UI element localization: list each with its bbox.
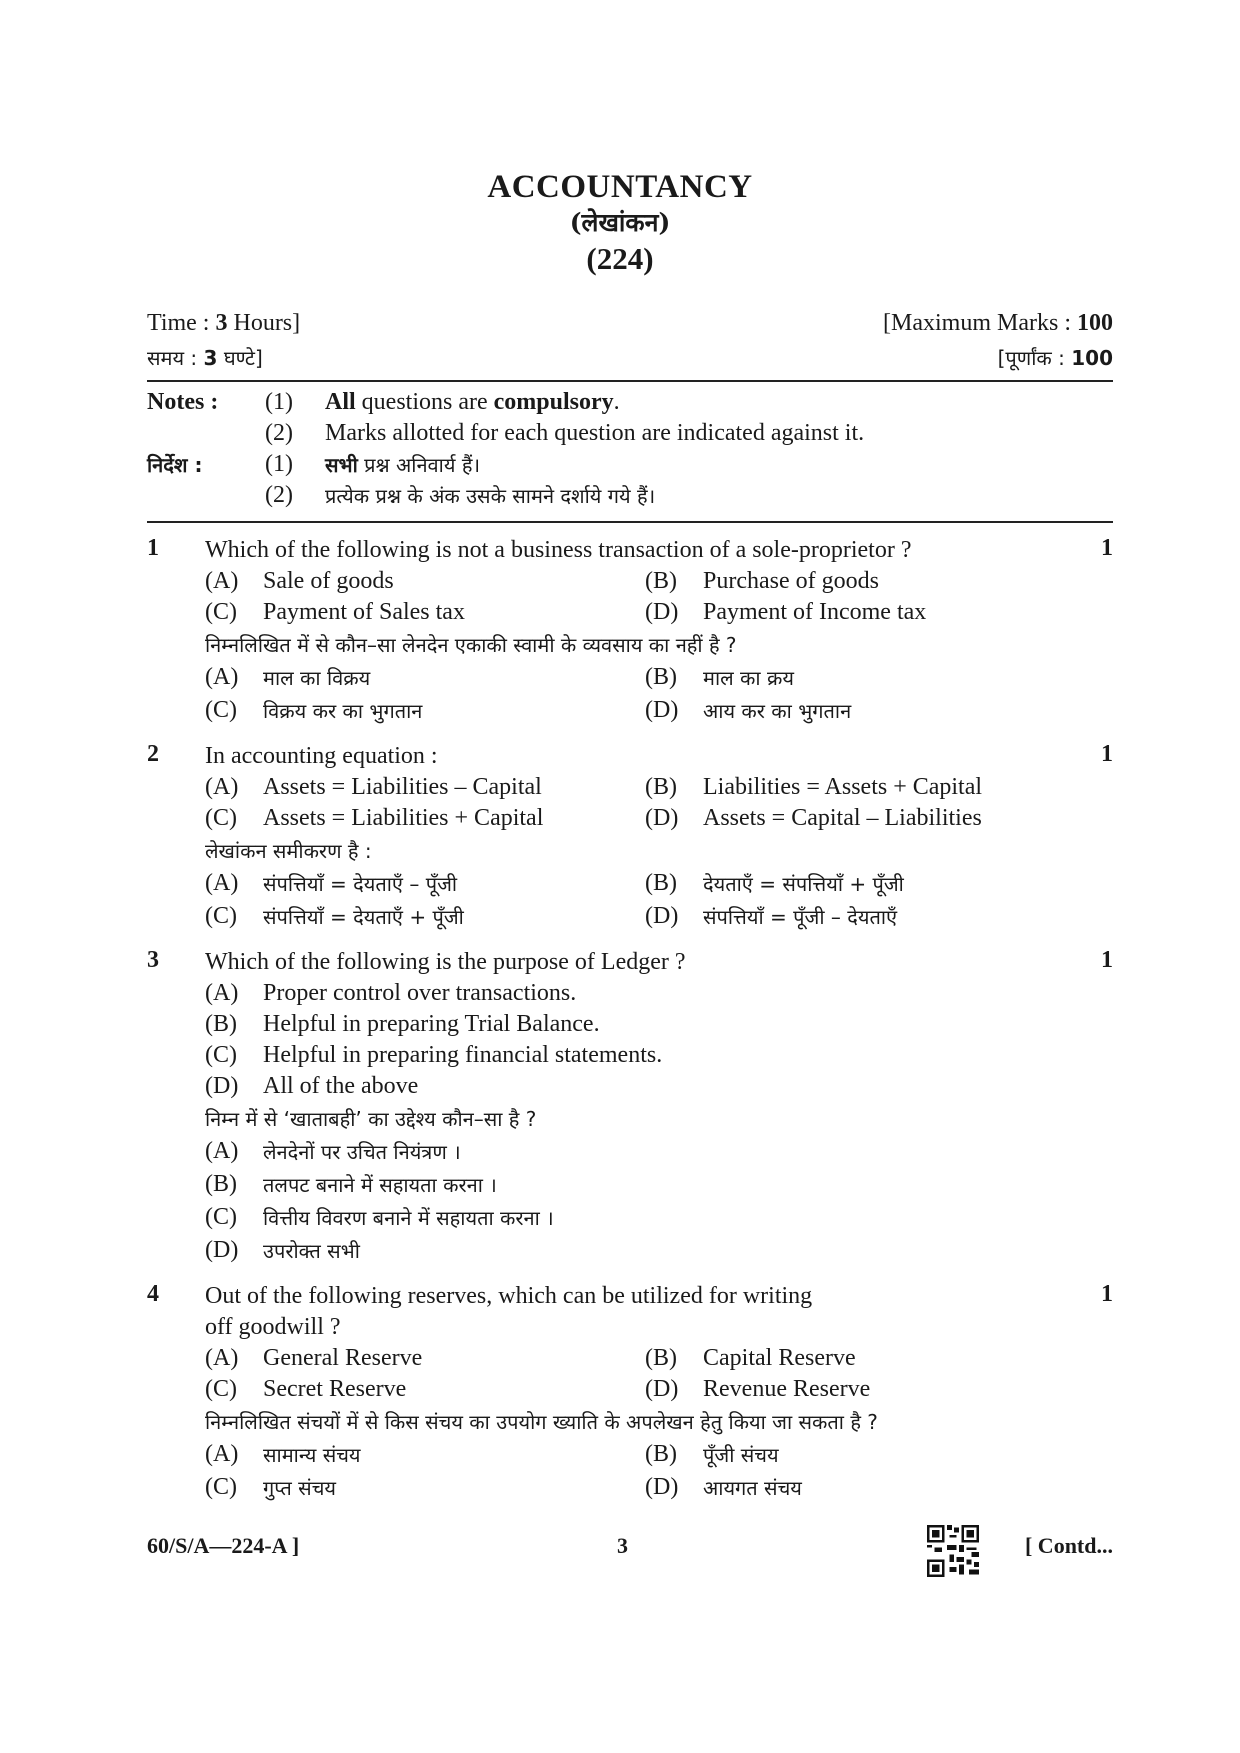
option-b: (B) Purchase of goods	[645, 568, 879, 594]
option-d: (D) Revenue Reserve	[645, 1376, 871, 1402]
note-en-2: (2) Marks allotted for each question are indicated against it.	[265, 420, 865, 446]
divider-notes	[147, 521, 1113, 523]
continued-label: [ Contd...	[1024, 1533, 1113, 1558]
question-text-hindi: निम्नलिखित में से कौन–सा लेनदेन एकाकी स्वामी के व्यवसाय का नहीं है ?	[205, 633, 737, 657]
option-b-hindi: (B) माल का क्रय	[645, 664, 794, 690]
paper-header	[0, 168, 1240, 278]
option-d-hindi: (D) आयगत संचय	[645, 1474, 802, 1500]
page-footer	[147, 1525, 1113, 1565]
note-hi-2: (2) प्रत्येक प्रश्न के अंक उसके सामने दर्शाये गये हैं।	[265, 482, 656, 508]
question-text: Which of the following is not a business transaction of a sole-proprietor ?	[205, 537, 912, 563]
option-a: (A) Sale of goods	[205, 568, 394, 594]
question-marks: 1	[1101, 947, 1113, 973]
question-1	[147, 535, 1113, 727]
question-marks: 1	[1101, 535, 1113, 561]
option-a-hindi: (A) माल का विक्रय	[205, 664, 371, 690]
options-hindi	[205, 1135, 1083, 1267]
option-d: (D) Payment of Income tax	[645, 599, 927, 625]
question-number: 2	[147, 741, 159, 767]
note-en-1: Notes : (1) All questions are compulsory.	[147, 389, 620, 415]
question-4	[147, 1281, 1113, 1504]
option-d-hindi: (D) आय कर का भुगतान	[645, 697, 852, 723]
question-text: In accounting equation :	[205, 743, 438, 769]
max-marks-hindi: [पूर्णांक : 100	[997, 345, 1113, 370]
max-marks-english: [Maximum Marks : 100	[883, 309, 1113, 336]
option-c-hindi: (C) वित्तीय विवरण बनाने में सहायता करना ।	[205, 1204, 554, 1230]
options-hindi	[205, 1438, 1083, 1504]
question-3	[147, 947, 1113, 1267]
time-english: Time : 3 Hours]	[147, 309, 301, 336]
options-english	[205, 566, 1083, 628]
option-c-hindi: (C) गुप्त संचय	[205, 1474, 336, 1500]
qr-code-icon	[927, 1525, 979, 1577]
meta-row-hindi	[147, 340, 1113, 374]
notes-label: Notes :	[147, 389, 219, 415]
question-text: Which of the following is the purpose of Ledger ?	[205, 949, 686, 975]
question-2	[147, 741, 1113, 933]
question-text-cont: off goodwill ?	[205, 1314, 341, 1340]
notes-label-hindi: निर्देश :	[147, 453, 203, 477]
meta-row-english	[147, 306, 1113, 340]
paper-subtitle-hindi: (लेखांकन)	[569, 208, 671, 237]
notes-section	[147, 387, 1113, 511]
options-hindi	[205, 867, 1083, 933]
option-c-hindi: (C) संपत्तियाँ = देयताएँ + पूँजी	[205, 903, 464, 929]
options-english	[205, 772, 1083, 834]
option-d: (D) All of the above	[205, 1073, 419, 1099]
paper-footer-code: 60/S/A—224-A ]	[147, 1533, 300, 1558]
option-c-hindi: (C) विक्रय कर का भुगतान	[205, 697, 423, 723]
question-text: Out of the following reserves, which can be utilized for writing	[205, 1283, 813, 1309]
option-b-hindi: (B) देयताएँ = संपत्तियाँ + पूँजी	[645, 870, 904, 896]
option-d: (D) Assets = Capital – Liabilities	[645, 805, 982, 831]
question-text-hindi: लेखांकन समीकरण है :	[205, 839, 372, 863]
paper-code: (224)	[586, 241, 654, 276]
option-b: (B) Liabilities = Assets + Capital	[645, 774, 983, 800]
option-a-hindi: (A) संपत्तियाँ = देयताएँ – पूँजी	[205, 870, 458, 896]
question-number: 3	[147, 947, 159, 973]
note-hi-1: निर्देश : (1) सभी प्रश्न अनिवार्य हैं।	[147, 451, 481, 477]
option-c: (C) Helpful in preparing financial statements.	[205, 1042, 663, 1068]
question-text-hindi: निम्नलिखित संचयों में से किस संचय का उपयोग ख्याति के अपलेखन हेतु किया जा सकता है ?	[205, 1410, 878, 1434]
question-marks: 1	[1101, 741, 1113, 767]
options-hindi	[205, 661, 1083, 727]
option-d-hindi: (D) उपरोक्त सभी	[205, 1237, 360, 1263]
option-c: (C) Assets = Liabilities + Capital	[205, 805, 544, 831]
option-b-hindi: (B) तलपट बनाने में सहायता करना ।	[205, 1171, 497, 1197]
question-number: 1	[147, 535, 159, 561]
option-a-hindi: (A) सामान्य संचय	[205, 1441, 361, 1467]
question-marks: 1	[1101, 1281, 1113, 1307]
options-english	[205, 978, 1083, 1102]
exam-meta	[147, 306, 1113, 374]
option-a: (A) General Reserve	[205, 1345, 423, 1371]
page-number: 3	[617, 1533, 628, 1558]
option-b: (B) Helpful in preparing Trial Balance.	[205, 1011, 600, 1037]
option-c: (C) Payment of Sales tax	[205, 599, 465, 625]
option-b-hindi: (B) पूँजी संचय	[645, 1441, 779, 1467]
option-a: (A) Assets = Liabilities – Capital	[205, 774, 542, 800]
option-c: (C) Secret Reserve	[205, 1376, 407, 1402]
options-english	[205, 1343, 1083, 1405]
option-a: (A) Proper control over transactions.	[205, 980, 577, 1006]
option-d-hindi: (D) संपत्तियाँ = पूँजी – देयताएँ	[645, 903, 898, 929]
option-b: (B) Capital Reserve	[645, 1345, 856, 1371]
question-number: 4	[147, 1281, 159, 1307]
paper-title: ACCOUNTANCY	[487, 169, 753, 205]
question-text-hindi: निम्न में से ‘खाताबही’ का उद्देश्य कौन–सा है ?	[205, 1107, 537, 1131]
divider-top	[147, 380, 1113, 382]
time-hindi: समय : 3 घण्टे]	[147, 345, 263, 370]
option-a-hindi: (A) लेनदेनों पर उचित नियंत्रण ।	[205, 1138, 461, 1164]
